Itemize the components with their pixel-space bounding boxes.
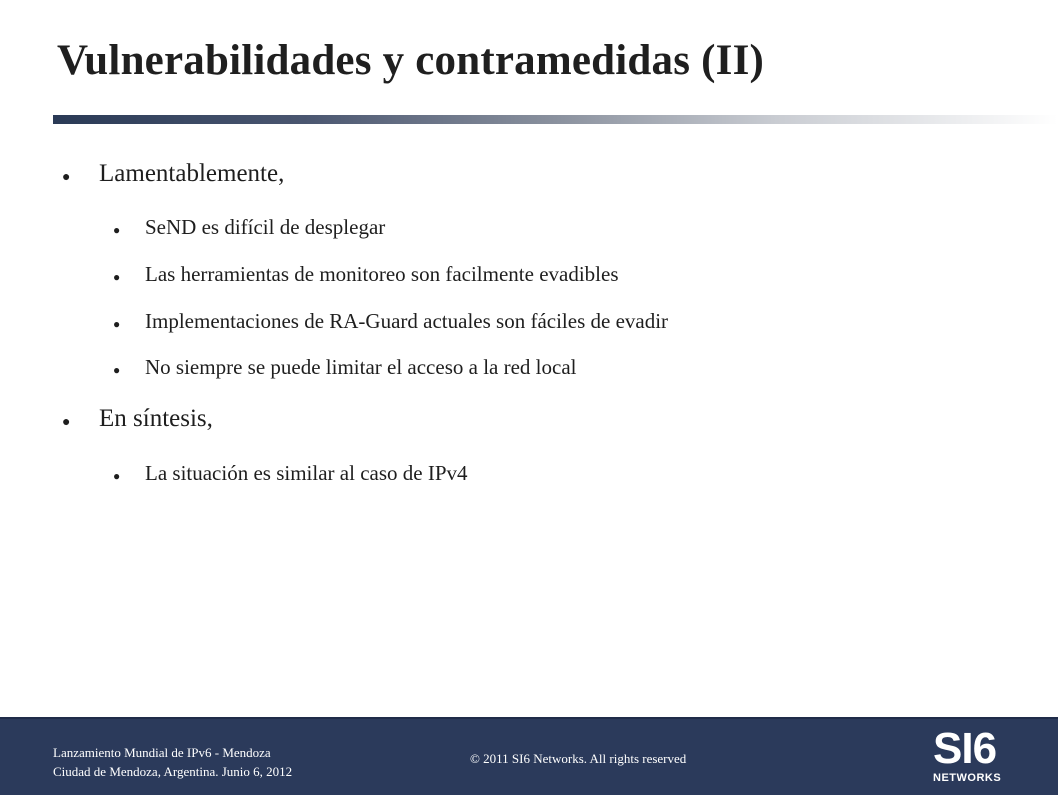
bullet-icon: ●	[113, 223, 121, 237]
sub-bullet-item	[113, 461, 468, 486]
bullet-text: Las herramientas de monitoreo son facilmente evadibles	[145, 262, 619, 286]
footer-location-line: Ciudad de Mendoza, Argentina. Junio 6, 2012	[53, 764, 293, 779]
footer-bar	[0, 717, 1058, 795]
sub-bullet-item	[113, 309, 668, 334]
slide-title: Vulnerabilidades y contramedidas (II)	[57, 37, 765, 84]
footer-copyright: © 2011 SI6 Networks. All rights reserved	[470, 751, 687, 766]
bullet-icon: ●	[113, 363, 121, 377]
bullet-text: SeND es difícil de desplegar	[145, 215, 386, 239]
bullet-text: En síntesis,	[99, 405, 213, 432]
sub-bullet-item	[113, 262, 619, 287]
bullet-text: La situación es similar al caso de IPv4	[145, 461, 468, 485]
bullet-item	[62, 405, 213, 433]
footer-event-info	[53, 743, 292, 781]
title-underline-bar	[53, 115, 1058, 124]
logo-main-text: SI6	[933, 724, 997, 773]
footer-event-line: Lanzamiento Mundial de IPv6 - Mendoza	[53, 745, 271, 760]
bullet-text: No siempre se puede limitar el acceso a la red local	[145, 355, 577, 379]
bullet-icon: ●	[113, 469, 121, 483]
sub-bullet-item	[113, 355, 576, 380]
bullet-icon: ●	[113, 317, 121, 331]
si6-networks-logo	[933, 724, 1007, 787]
logo-sub-text: NETWORKS	[933, 772, 1002, 784]
bullet-text: Implementaciones de RA-Guard actuales son fáciles de evadir	[145, 309, 669, 333]
sub-bullet-item	[113, 215, 385, 240]
bullet-icon: ●	[113, 270, 121, 284]
bullet-item	[62, 160, 284, 188]
bullet-text: Lamentablemente,	[99, 160, 285, 187]
bullet-icon: ●	[62, 415, 71, 430]
bullet-icon: ●	[62, 170, 71, 185]
